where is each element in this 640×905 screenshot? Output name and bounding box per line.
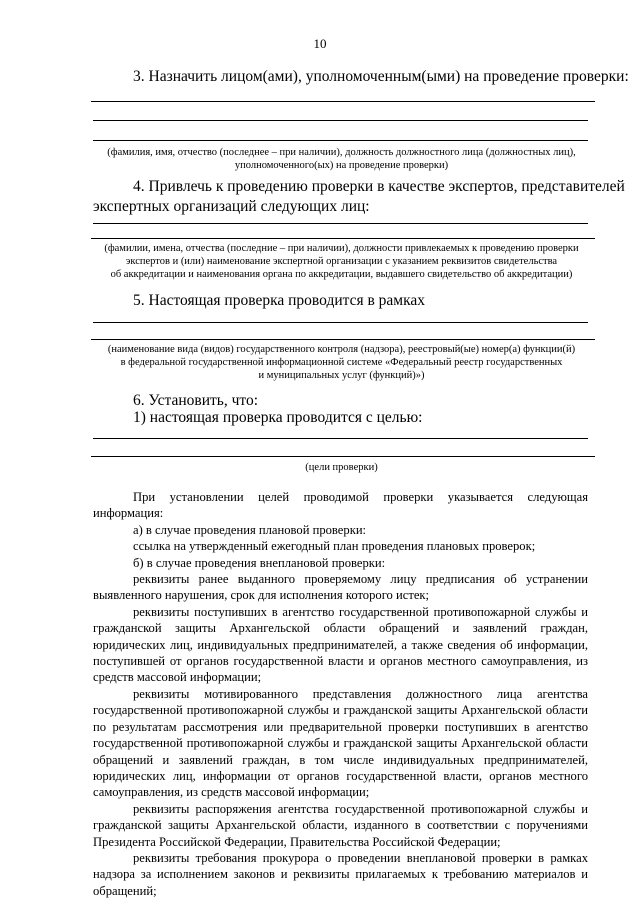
item3-caption: (фамилия, имя, отчество (последнее – при наличии), должность должностного лица (должностных лиц), уполномоченного(ых) на проведение проверки) [107,147,576,171]
fill-line [93,438,588,439]
item6-heading: 6. Установить, что: [133,392,259,409]
body-paragraph: ссылка на утвержденный ежегодный план проведения плановых проверок; [133,539,536,554]
item4-heading-line2: экспертных организаций следующих лиц: [93,198,370,215]
instructions-body [93,489,588,899]
item6-caption: (цели проверки) [305,462,378,473]
body-paragraph: б) в случае проведения внеплановой проверки: [133,555,386,570]
fill-line [91,339,595,340]
item5-caption: (наименование вида (видов) государственного контроля (надзора), реестровый(ые) номер(а) функции(й) в федеральной государственной информационной системе «Федеральный реестр государственных и муниципальных услуг (функций)») [107,344,576,381]
body-paragraph: реквизиты распоряжения агентства государственной противопожарной службы и гражданской защиты Архангельской области, изданного в соответствии с поручениями Президента Российской Федерации, Правительства Российской Федерации; [93,801,588,849]
fill-line [91,101,595,102]
body-paragraph: реквизиты ранее выданного проверяемому лицу предписания об устранении выявленного нарушения, срок для исполнения которого истек; [93,572,588,603]
fill-line [91,238,595,239]
body-paragraph: реквизиты поступивших в агентство государственной противопожарной службы и гражданской защиты Архангельской области обращений и заявлений граждан, юридических лиц, индивидуальных предпринимателей, а также сведения об информации, поступившей от органов государственной власти и органов местного самоуправления, из средств массовой информации; [93,604,588,685]
body-paragraph: При установлении целей проводимой проверки указывается следующая информация: [93,490,588,521]
fill-line [93,140,588,141]
body-paragraph: реквизиты требования прокурора о проведении внеплановой проверки в рамках надзора за исполнением законов и реквизиты прилагаемых к требованию материалов и обращений; [93,850,588,898]
fill-line [91,456,595,457]
fill-line [93,223,588,224]
item4-heading-line1: 4. Привлечь к проведению проверки в качестве экспертов, представителей [133,178,625,195]
item3-heading: 3. Назначить лицом(ами), уполномоченным(ыми) на проведение проверки: [133,68,629,85]
body-paragraph: а) в случае проведения плановой проверки: [133,522,367,537]
item4-caption: (фамилии, имена, отчества (последние – при наличии), должности привлекаемых к проведению проверки экспертов и (или) наименование экспертной организации с указанием реквизитов свидетельства об аккредитации и наименования органа по аккредитации, выдавшего свидетельство об аккредитации) [104,243,579,280]
fill-line [93,120,588,121]
fill-line [93,322,588,323]
item6-subheading: 1) настоящая проверка проводится с целью: [133,409,423,426]
body-paragraph: реквизиты мотивированного представления должностного лица агентства государственной противопожарной службы и гражданской защиты Архангельской области по результатам рассмотрения или предварительной проверки поступивших в агентство государственной противопожарной службы и гражданской защиты Архангельской области обращений и заявлений граждан, в том числе индивидуальных предпринимателей, юридических лиц, информации от органов государственной власти, органов местного самоуправления, из средств массовой информации; [93,686,588,800]
page-number: 10 [313,36,327,51]
item5-heading: 5. Настоящая проверка проводится в рамках [133,292,426,309]
